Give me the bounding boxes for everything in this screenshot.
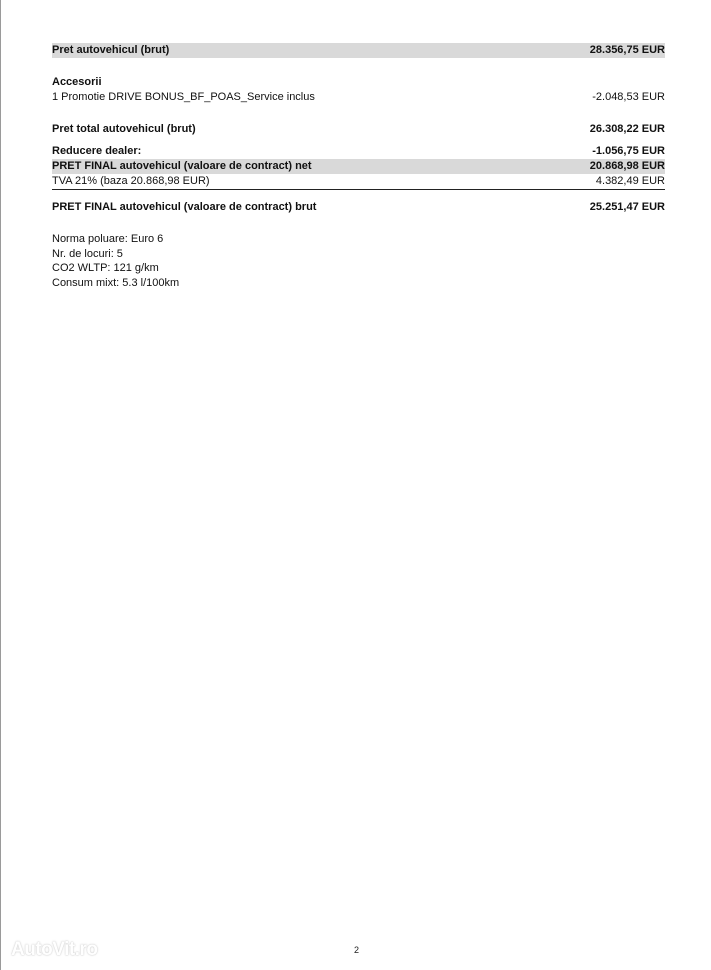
accessory-row bbox=[52, 90, 665, 105]
accessories-title: Accesorii bbox=[52, 76, 102, 88]
vat-value: 4.382,49 EUR bbox=[595, 175, 665, 187]
spacer bbox=[52, 58, 665, 75]
vehicle-price-gross-value: 28.356,75 EUR bbox=[589, 44, 665, 56]
spec-seats: Nr. de locuri: 5 bbox=[52, 247, 123, 260]
vehicle-specs bbox=[52, 232, 665, 290]
total-price-gross-row bbox=[52, 122, 665, 137]
watermark-logo: AutoVit.ro bbox=[11, 939, 98, 960]
dealer-discount-value: -1.056,75 EUR bbox=[592, 145, 665, 157]
spec-emission-norm: Norma poluare: Euro 6 bbox=[52, 233, 164, 245]
final-price-net-row bbox=[52, 159, 665, 174]
spec-co2: CO2 WLTP: 121 g/km bbox=[52, 262, 159, 274]
spacer bbox=[52, 190, 665, 200]
final-price-gross-row bbox=[52, 200, 665, 215]
spacer bbox=[52, 105, 665, 122]
final-price-gross-value: 25.251,47 EUR bbox=[589, 201, 665, 213]
spacer bbox=[52, 215, 665, 232]
vat-row bbox=[52, 174, 665, 190]
total-price-gross-label: Pret total autovehicul (brut) bbox=[52, 123, 196, 135]
final-price-gross-label: PRET FINAL autovehicul (valoare de contract) brut bbox=[52, 201, 317, 213]
total-price-gross-value: 26.308,22 EUR bbox=[589, 123, 665, 135]
final-price-net-label: PRET FINAL autovehicul (valoare de contract) net bbox=[52, 160, 312, 172]
dealer-discount-row bbox=[52, 144, 665, 159]
vat-label: TVA 21% (baza 20.868,98 EUR) bbox=[52, 175, 210, 187]
accessory-value: -2.048,53 EUR bbox=[592, 91, 665, 103]
vehicle-price-gross-row bbox=[52, 43, 665, 58]
final-price-net-value: 20.868,98 EUR bbox=[589, 160, 665, 172]
vehicle-price-gross-label: Pret autovehicul (brut) bbox=[52, 44, 170, 56]
price-breakdown bbox=[52, 43, 665, 290]
accessory-label: 1 Promotie DRIVE BONUS_BF_POAS_Service inclus bbox=[52, 91, 315, 103]
page-number: 2 bbox=[353, 945, 359, 955]
dealer-discount-label: Reducere dealer: bbox=[52, 145, 142, 157]
spec-consumption: Consum mixt: 5.3 l/100km bbox=[52, 276, 180, 289]
spacer bbox=[52, 137, 665, 144]
